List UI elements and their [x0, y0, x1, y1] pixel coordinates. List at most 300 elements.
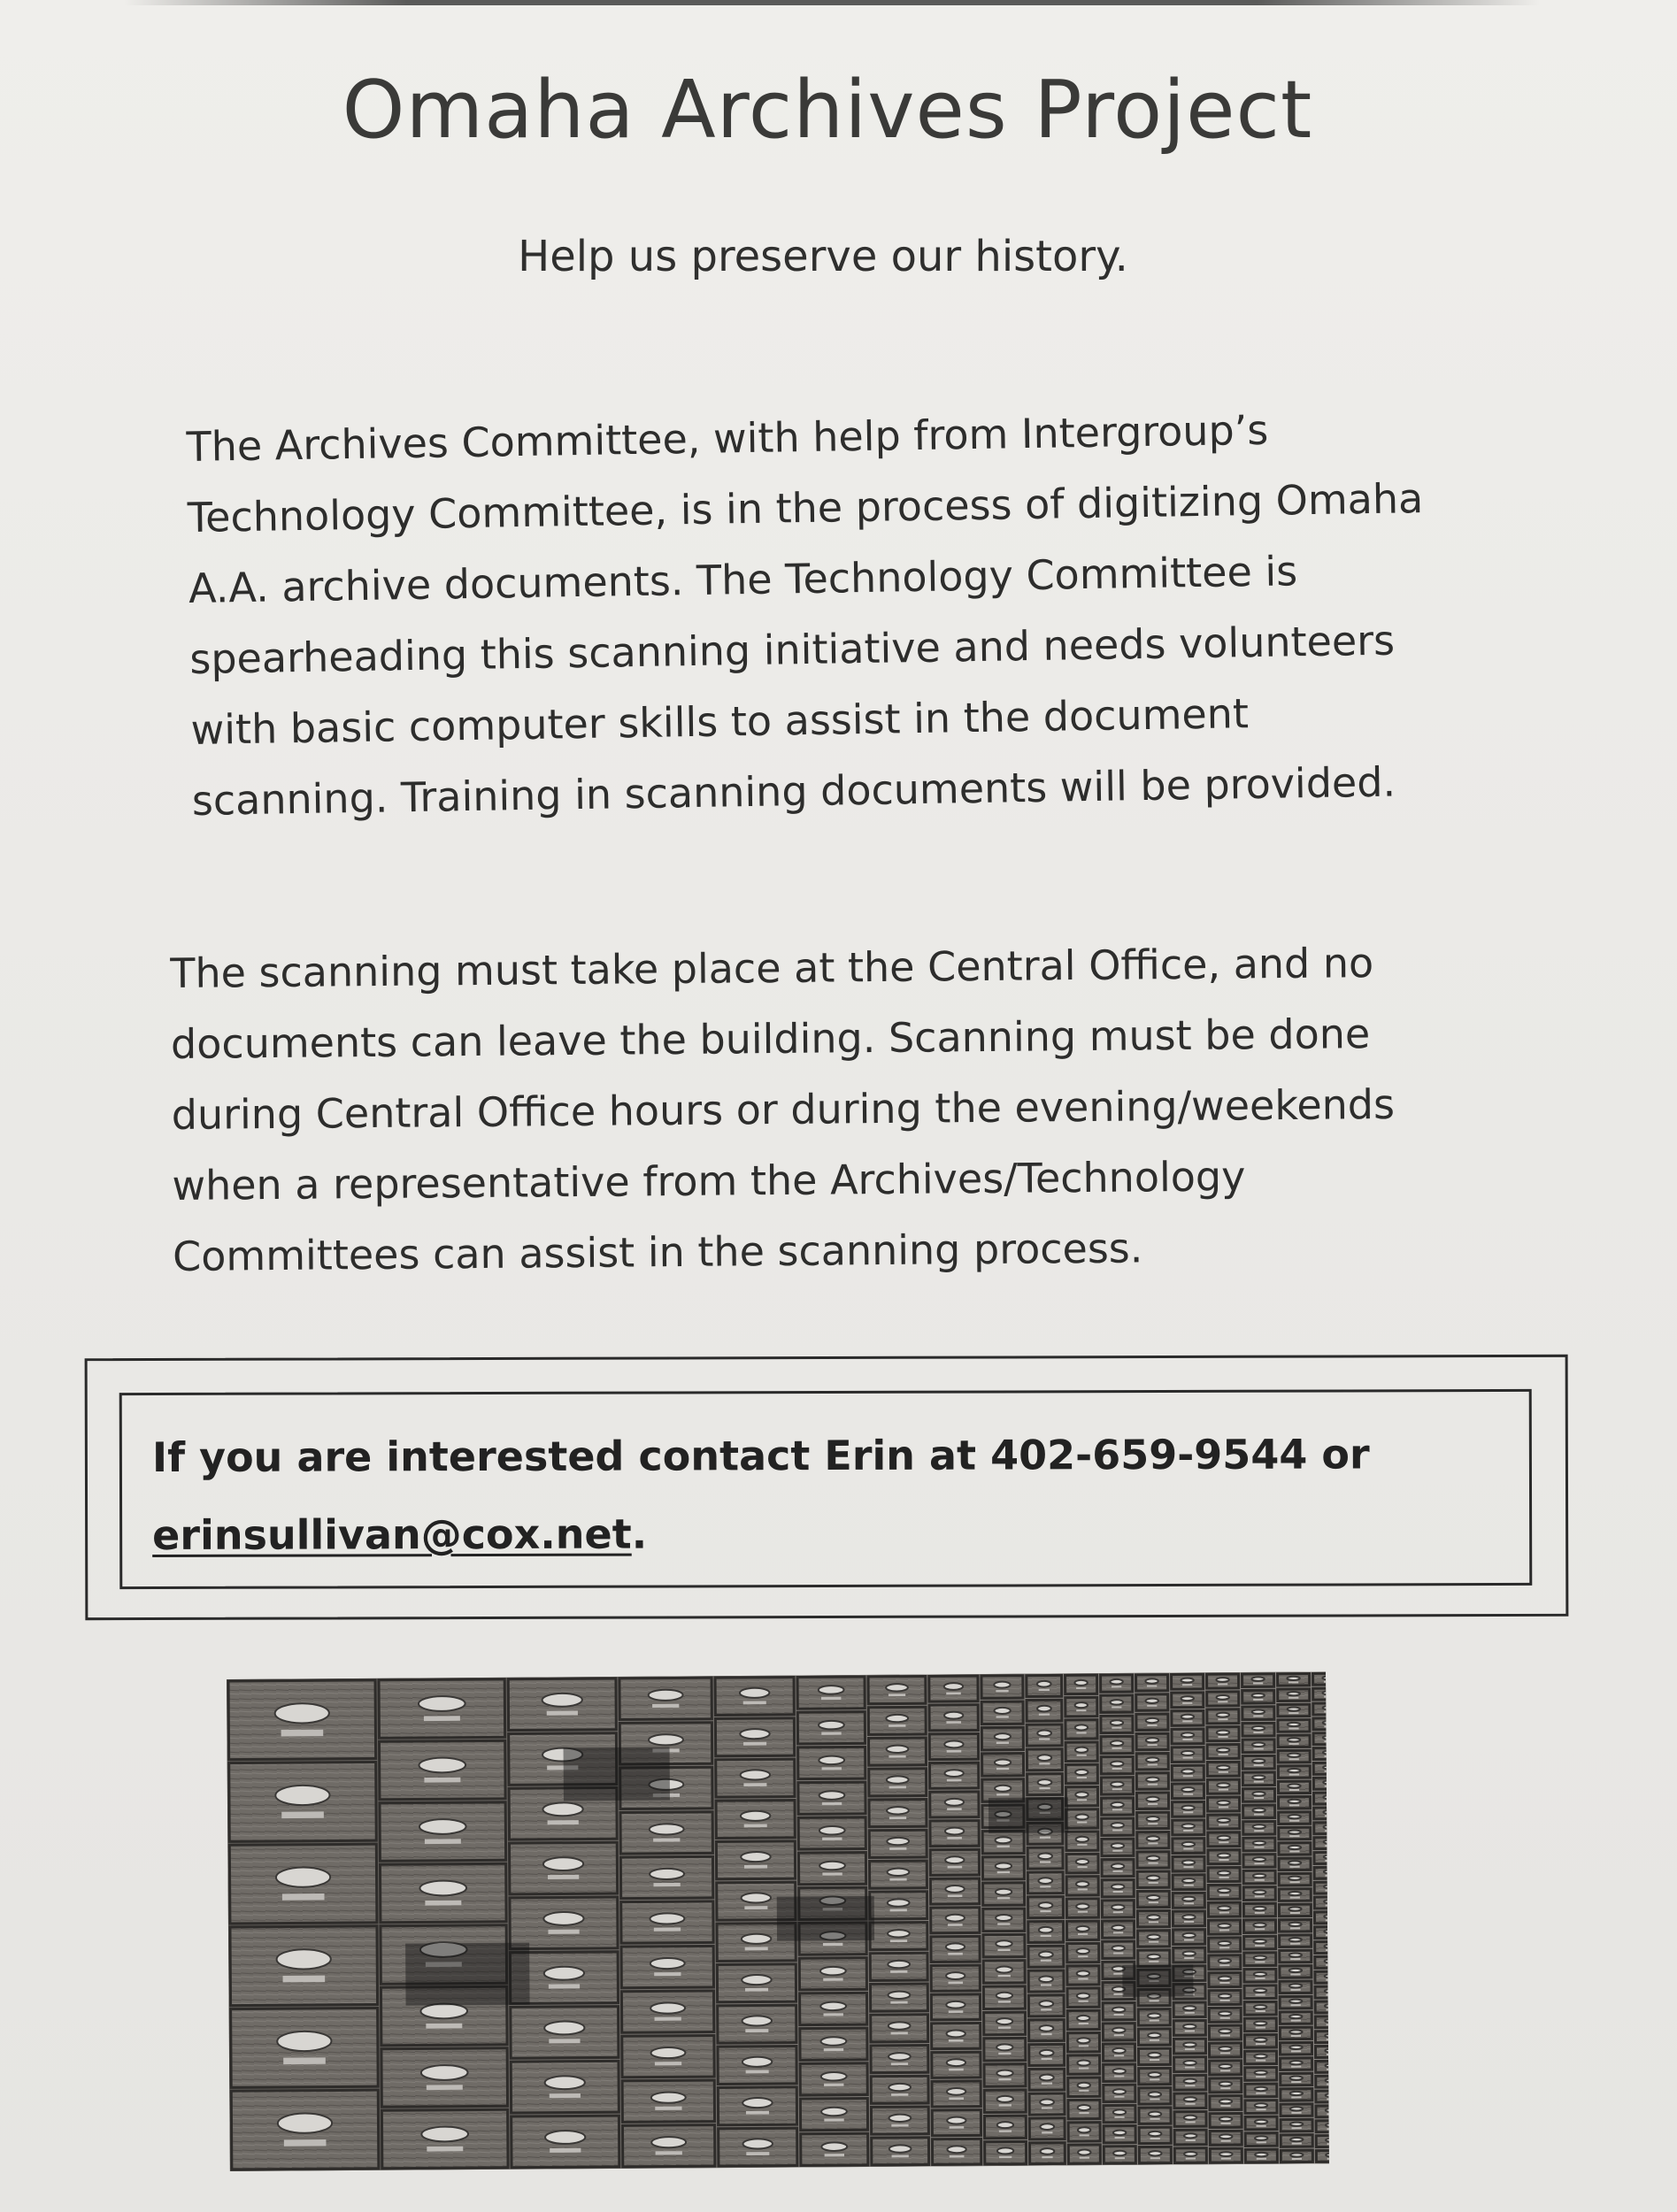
drawer-pull	[1219, 1894, 1229, 1896]
drawer-front	[1313, 1673, 1329, 1685]
drawer-label-holder	[1289, 1892, 1301, 1895]
drawer-pull	[655, 2062, 681, 2065]
drawer-label-holder	[742, 2098, 773, 2108]
drawer-label-holder	[1038, 1779, 1052, 1786]
drawer-label-holder	[888, 1899, 910, 1907]
drawer-label-holder	[1077, 1970, 1089, 1976]
drawer-pull	[1042, 2083, 1052, 2085]
drawer-pull	[1147, 1705, 1157, 1707]
drawer-label-holder	[1219, 2011, 1231, 2016]
drawer-pull	[891, 2093, 908, 2096]
drawer-label-holder	[819, 1755, 844, 1764]
drawer-label-holder	[1323, 1810, 1328, 1814]
drawer-label-holder	[1076, 1881, 1089, 1886]
drawer-label-holder	[1111, 1762, 1123, 1767]
drawer-label-holder	[1075, 1770, 1088, 1775]
drawer-pull	[746, 2111, 769, 2115]
drawer-label-holder	[1253, 1939, 1265, 1944]
drawer-pull	[1113, 1973, 1123, 1975]
drawer-label-holder	[1146, 1718, 1158, 1723]
drawer-pull	[1292, 2158, 1302, 2160]
drawer-label-holder	[1112, 2069, 1125, 2074]
drawer-label-holder	[1037, 1706, 1051, 1712]
drawer-label-holder	[1076, 1904, 1089, 1909]
drawer-pull	[997, 1897, 1010, 1899]
drawer-label-holder	[996, 1966, 1012, 1972]
drawer-label-holder	[1181, 1787, 1194, 1792]
drawer-front	[1313, 1688, 1329, 1700]
drawer-pull	[822, 1838, 842, 1840]
drawer-label-holder	[821, 2072, 847, 2081]
drawer-label-holder	[996, 1863, 1012, 1869]
drawer-label-holder	[741, 1811, 771, 1821]
drawer-label-holder	[1287, 1692, 1299, 1695]
drawer-pull	[998, 2026, 1011, 2028]
drawer-label-holder	[1181, 1696, 1194, 1701]
drawer-pull	[1257, 2158, 1266, 2160]
drawer-label-holder	[1219, 2152, 1232, 2156]
drawer-label-holder	[1324, 1930, 1328, 1933]
drawer-label-holder	[1112, 1885, 1124, 1890]
drawer-pull	[1079, 2068, 1089, 2070]
paragraph-line: spearheading this scanning initiative and needs volunteers	[188, 616, 1396, 683]
drawer-label-holder	[1112, 2028, 1125, 2033]
drawer-label-holder	[996, 2070, 1012, 2077]
drawer-label-holder	[1255, 2136, 1267, 2140]
drawer-pull	[1327, 2069, 1329, 2070]
drawer-pull	[1254, 1814, 1264, 1816]
drawer-label-holder	[651, 2092, 686, 2102]
contact-email-period: .	[631, 1509, 648, 1558]
drawer-pull	[948, 1924, 963, 1926]
drawer-pull	[655, 2107, 681, 2110]
drawer-label-holder	[1323, 1706, 1329, 1709]
drawer-label-holder	[1325, 1974, 1329, 1978]
drawer-pull	[1041, 1960, 1051, 1962]
drawer-pull	[1219, 1824, 1228, 1825]
drawer-pull	[1042, 2058, 1052, 2060]
paragraph-line: Committees can assist in the scanning process.	[172, 1224, 1143, 1280]
drawer-pull	[1039, 1738, 1050, 1740]
drawer-label-holder	[1148, 2013, 1160, 2017]
drawer-label-holder	[1325, 2063, 1328, 2067]
drawer-pull	[1254, 1797, 1264, 1799]
drawer-pull	[1254, 1747, 1264, 1749]
drawer-pull	[1148, 1803, 1158, 1805]
drawers-photo-icon	[227, 1671, 1329, 2171]
drawer-pull	[996, 1793, 1009, 1795]
drawer-pull	[1182, 1702, 1192, 1704]
paragraph-digitizing-initiative	[186, 389, 1573, 835]
drawer-label-holder	[1219, 2029, 1231, 2033]
drawer-pull	[1077, 1799, 1087, 1801]
drawer-label-holder	[421, 2065, 468, 2080]
drawer-label-holder	[1252, 1709, 1265, 1714]
drawer-pull	[1076, 1687, 1086, 1689]
drawer-label-holder	[1039, 1976, 1053, 1982]
drawer-label-holder	[889, 2084, 911, 2092]
drawer-pull	[1077, 1866, 1087, 1868]
drawer-pull	[889, 1755, 905, 1758]
drawer-label-holder	[742, 1893, 772, 1902]
drawer-label-holder	[1219, 2116, 1232, 2121]
drawer-label-holder	[944, 1683, 963, 1690]
drawer-pull	[890, 2001, 907, 2004]
drawer-pull	[1325, 1830, 1329, 1832]
drawer-label-holder	[821, 2142, 847, 2151]
drawer-label-holder	[1254, 2055, 1266, 2059]
paragraph-line: during Central Office hours or during the evening/weekends	[171, 1079, 1396, 1139]
drawer-label-holder	[819, 1686, 844, 1694]
drawer-pull	[1219, 1789, 1228, 1791]
drawer-label-holder	[1217, 1818, 1229, 1823]
drawer-pull	[822, 1872, 842, 1875]
drawer-label-holder	[996, 1993, 1012, 1999]
drawer-label-holder	[277, 1949, 331, 1970]
drawer-pull	[1185, 2048, 1195, 2050]
drawer-label-holder	[1078, 2083, 1090, 2088]
drawer-label-holder	[819, 1721, 844, 1730]
drawer-pull	[1041, 1984, 1051, 1985]
drawer-pull	[998, 2001, 1011, 2002]
drawer-pull	[1150, 2078, 1159, 2080]
drawer-pull	[1255, 1978, 1265, 1979]
drawer-pull	[889, 1816, 906, 1819]
drawer-label-holder	[1288, 1784, 1300, 1787]
drawer-pull	[1112, 1850, 1122, 1852]
drawer-label-holder	[741, 1852, 771, 1862]
drawer-label-holder	[1255, 2120, 1267, 2124]
drawer-pull	[1218, 1718, 1227, 1720]
drawer-pull	[889, 1786, 906, 1788]
drawer-label-holder	[1183, 2061, 1196, 2065]
drawer-label-holder	[1113, 2151, 1126, 2156]
drawer-pull	[1220, 2035, 1230, 2037]
drawer-label-holder	[1252, 1759, 1265, 1763]
drawer-pull	[996, 1716, 1009, 1717]
drawer-label-holder	[996, 2044, 1012, 2050]
drawer-label-holder	[1288, 1769, 1300, 1772]
drawer-pull	[1112, 1747, 1122, 1749]
drawer-pull	[948, 1953, 963, 1955]
drawer-pull	[1289, 1712, 1298, 1714]
drawer-pull	[1256, 2093, 1265, 2094]
drawer-pull	[1324, 1710, 1329, 1712]
drawer-label-holder	[944, 1712, 963, 1719]
drawer-pull	[427, 2085, 463, 2090]
drawer-label-holder	[1112, 1905, 1124, 1910]
drawer-label-holder	[945, 1886, 964, 1893]
drawer-pull	[1220, 2017, 1230, 2019]
contact-email-link[interactable]: erinsullivan@cox.net	[152, 1509, 632, 1559]
drawer-shadow	[564, 1747, 670, 1801]
drawer-label-holder	[1112, 1925, 1124, 1931]
drawer-label-holder	[1254, 2038, 1266, 2042]
drawer-pull	[1040, 1861, 1050, 1863]
drawer-pull	[1040, 1837, 1050, 1839]
drawer-label-holder	[1325, 2049, 1329, 2053]
drawer-label-holder	[888, 1869, 910, 1877]
drawer-pull	[1256, 2108, 1265, 2110]
drawer-label-holder	[1323, 1736, 1329, 1740]
drawer-label-holder	[1322, 1676, 1328, 1679]
drawer-pull	[1291, 2096, 1301, 2098]
drawer-label-holder	[1289, 1830, 1301, 1833]
drawer-label-holder	[1111, 1740, 1123, 1746]
drawer-label-holder	[742, 2016, 772, 2025]
drawer-pull	[1324, 1725, 1328, 1727]
drawer-label-holder	[543, 1912, 583, 1925]
drawer-label-holder	[1075, 1792, 1088, 1797]
drawer-pull	[1289, 1743, 1298, 1745]
drawer-pull	[1324, 1681, 1329, 1683]
drawer-pull	[1185, 2030, 1195, 2032]
drawer-pull	[1115, 2137, 1125, 2139]
drawer-pull	[745, 2029, 768, 2032]
drawer-pull	[947, 1779, 962, 1782]
drawer-pull	[1147, 1744, 1157, 1746]
paragraph-line: A.A. archive documents. The Technology Committee is	[188, 547, 1298, 612]
drawer-label-holder	[1252, 1809, 1265, 1813]
drawer-label-holder	[1182, 1842, 1195, 1847]
drawer-pull	[656, 2151, 682, 2154]
drawer-pull	[1114, 2116, 1124, 2118]
drawer-label-holder	[1148, 2033, 1160, 2038]
drawer-pull	[282, 1893, 325, 1901]
drawer-label-holder	[1075, 1747, 1088, 1753]
drawer-pull	[1219, 1806, 1228, 1808]
drawer-pull	[1147, 1724, 1157, 1726]
drawer-front	[1313, 1733, 1329, 1745]
drawer-label-holder	[1112, 1946, 1124, 1951]
drawer-label-holder	[945, 1828, 964, 1835]
drawer-pull	[1078, 1933, 1088, 1935]
drawer-label-holder	[1289, 2000, 1302, 2003]
drawer-label-holder	[1145, 1678, 1158, 1683]
drawer-label-holder	[1147, 1895, 1159, 1900]
paragraph-line: scanning. Training in scanning documents will be provided.	[191, 757, 1396, 825]
drawer-label-holder	[1289, 1923, 1301, 1926]
drawer-label-holder	[649, 1734, 683, 1745]
drawer-label-holder	[1290, 2138, 1303, 2141]
drawer-pull	[1182, 1739, 1192, 1740]
drawer-label-holder	[278, 2113, 332, 2133]
drawer-pull	[1255, 1895, 1265, 1897]
drawer-pull	[1324, 1740, 1328, 1742]
drawer-pull	[1184, 1957, 1194, 1959]
paragraph-line: with basic computer skills to assist in the document	[190, 689, 1250, 754]
drawer-pull	[1292, 2143, 1302, 2145]
drawer-label-holder	[995, 1759, 1011, 1765]
drawer-label-holder	[995, 1786, 1011, 1792]
drawer-pull	[1076, 1709, 1086, 1711]
drawer-label-holder	[819, 1826, 845, 1835]
drawer-pull	[1183, 1793, 1193, 1795]
drawer-label-holder	[1289, 1907, 1301, 1910]
drawer-label-holder	[1218, 1870, 1230, 1875]
drawer-label-holder	[1252, 1792, 1265, 1796]
drawer-label-holder	[1254, 2022, 1266, 2026]
drawer-label-holder	[1218, 1906, 1230, 1910]
drawer-pull	[1257, 2125, 1266, 2127]
drawer-pull	[1291, 2020, 1301, 2022]
drawer-pull	[1326, 1949, 1329, 1951]
drawer-pull	[1327, 2128, 1329, 2130]
drawer-pull	[1112, 1768, 1122, 1770]
drawer-pull	[823, 1943, 842, 1946]
drawer-pull	[1327, 2158, 1329, 2160]
drawer-label-holder	[887, 1776, 909, 1784]
drawer-pull	[1184, 1921, 1194, 1923]
drawer-pull	[1221, 2140, 1231, 2142]
drawer-label-holder	[740, 1729, 770, 1739]
drawer-label-holder	[1219, 2047, 1231, 2051]
drawer-pull	[424, 1778, 460, 1783]
drawer-label-holder	[1288, 1723, 1300, 1726]
drawer-pull	[547, 1711, 578, 1716]
drawer-pull	[947, 1750, 962, 1753]
drawer-pull	[949, 2097, 964, 2100]
drawer-pull	[1290, 1897, 1300, 1899]
drawer-label-holder	[1253, 1841, 1265, 1846]
drawer-pull	[947, 1837, 962, 1839]
drawer-label-holder	[1289, 1861, 1301, 1864]
drawer-pull	[1112, 1727, 1121, 1729]
drawer-label-holder	[1252, 1743, 1265, 1747]
drawer-label-holder	[1148, 1955, 1160, 1959]
drawer-pull	[889, 1694, 905, 1696]
drawer-label-holder	[1289, 2030, 1302, 2033]
drawer-pull	[1150, 2098, 1159, 2100]
drawer-label-holder	[997, 2147, 1013, 2154]
drawer-label-holder	[1040, 2124, 1054, 2130]
drawer-label-holder	[1181, 1715, 1194, 1719]
drawer-label-holder	[820, 1967, 846, 1976]
drawer-pull	[1183, 1757, 1193, 1759]
drawer-pull	[1112, 1706, 1121, 1708]
drawer-pull	[1112, 1870, 1122, 1872]
drawer-label-holder	[1324, 1825, 1329, 1829]
drawer-label-holder	[419, 1696, 465, 1711]
drawer-pull	[1113, 1911, 1123, 1913]
drawer-label-holder	[996, 1940, 1012, 1947]
paragraph-line: The scanning must take place at the Central Office, and no	[170, 939, 1374, 997]
drawer-pull	[1113, 1952, 1123, 1954]
drawer-label-holder	[995, 1837, 1011, 1843]
drawer-pull	[1255, 1879, 1265, 1881]
drawer-label-holder	[1326, 2108, 1329, 2112]
drawer-label-holder	[887, 1746, 909, 1754]
drawer-label-holder	[1147, 1855, 1159, 1860]
drawer-label-holder	[820, 2001, 846, 2010]
drawer-pull	[1039, 1787, 1050, 1789]
drawer-pull	[1289, 1727, 1298, 1729]
contact-line: If you are interested contact Erin at 402-659-9544 or	[151, 1430, 1370, 1481]
drawer-pull	[1327, 2008, 1329, 2010]
drawer-label-holder	[1253, 1857, 1265, 1862]
drawer-pull	[1219, 1859, 1228, 1861]
drawer-label-holder	[947, 2059, 965, 2066]
drawer-pull	[949, 2069, 964, 2071]
drawer-label-holder	[1251, 1677, 1264, 1681]
drawer-pull	[949, 2039, 964, 2042]
drawer-label-holder	[742, 2139, 773, 2148]
drawer-pull	[890, 1939, 907, 1942]
drawer-pull	[655, 2017, 681, 2021]
drawer-label-holder	[741, 1770, 771, 1779]
drawer-pull	[822, 1802, 842, 1805]
drawer-pull	[550, 2148, 581, 2153]
drawer-pull	[1253, 1682, 1263, 1684]
drawer-pull	[998, 2053, 1011, 2055]
page-top-edge-shadow	[124, 0, 1540, 5]
drawer-pull	[1150, 2059, 1159, 2061]
drawer-label-holder	[1324, 1915, 1329, 1918]
drawer-label-holder	[1112, 1843, 1124, 1848]
drawer-label-holder	[1325, 1959, 1329, 1962]
drawer-pull	[1184, 1902, 1194, 1904]
drawer-front	[1314, 1808, 1329, 1819]
drawer-label-holder	[1183, 2024, 1196, 2029]
drawer-pull	[1290, 1973, 1300, 1975]
contact-box-outer-border	[85, 1355, 1569, 1620]
drawer-pull	[1114, 2096, 1124, 2098]
drawer-pull	[1291, 2081, 1301, 2083]
drawer-label-holder	[1182, 1860, 1195, 1864]
drawer-pull	[1327, 2084, 1329, 2085]
drawer-label-holder	[1290, 2107, 1303, 2110]
drawer-pull	[946, 1692, 961, 1694]
drawer-label-holder	[1074, 1680, 1087, 1686]
drawer-label-holder	[1289, 2046, 1302, 2049]
drawer-front	[1314, 1823, 1329, 1834]
drawer-pull	[1291, 2035, 1301, 2037]
drawer-pull	[1289, 1804, 1299, 1806]
drawer-pull	[1257, 2141, 1266, 2143]
drawer-pull	[1182, 1684, 1192, 1686]
drawer-shadow	[1122, 1964, 1193, 1997]
drawer-pull	[1150, 2039, 1159, 2041]
drawer-label-holder	[944, 1770, 963, 1777]
drawer-front	[1313, 1778, 1328, 1789]
drawer-pull	[1327, 2054, 1329, 2055]
drawer-label-holder	[1146, 1757, 1158, 1762]
drawer-pull	[1253, 1715, 1263, 1717]
drawer-label-holder	[947, 2146, 965, 2153]
contact-text	[152, 1415, 1370, 1574]
drawer-pull	[1149, 1921, 1158, 1923]
drawer-label-holder	[1323, 1765, 1329, 1769]
drawer-label-holder	[1323, 1780, 1329, 1784]
drawer-pull	[1219, 1982, 1229, 1984]
drawer-label-holder	[1289, 2061, 1302, 2064]
drawer-pull	[1325, 1770, 1329, 1772]
drawer-label-holder	[1219, 2082, 1232, 2086]
drawer-pull	[1253, 1699, 1263, 1701]
drawer-pull	[1291, 2112, 1301, 2114]
drawer-label-holder	[1254, 1972, 1266, 1977]
drawer-label-holder	[1038, 1853, 1052, 1859]
drawer-pull	[1147, 1685, 1157, 1686]
drawer-pull	[1185, 2103, 1195, 2105]
drawer-pull	[1326, 1964, 1329, 1966]
drawer-label-holder	[543, 1857, 583, 1870]
drawer-label-holder	[650, 2002, 685, 2013]
drawer-pull	[823, 2013, 842, 2016]
drawer-pull	[1325, 1860, 1328, 1862]
drawer-label-holder	[1324, 1840, 1329, 1844]
drawer-pull	[1041, 2008, 1051, 2010]
